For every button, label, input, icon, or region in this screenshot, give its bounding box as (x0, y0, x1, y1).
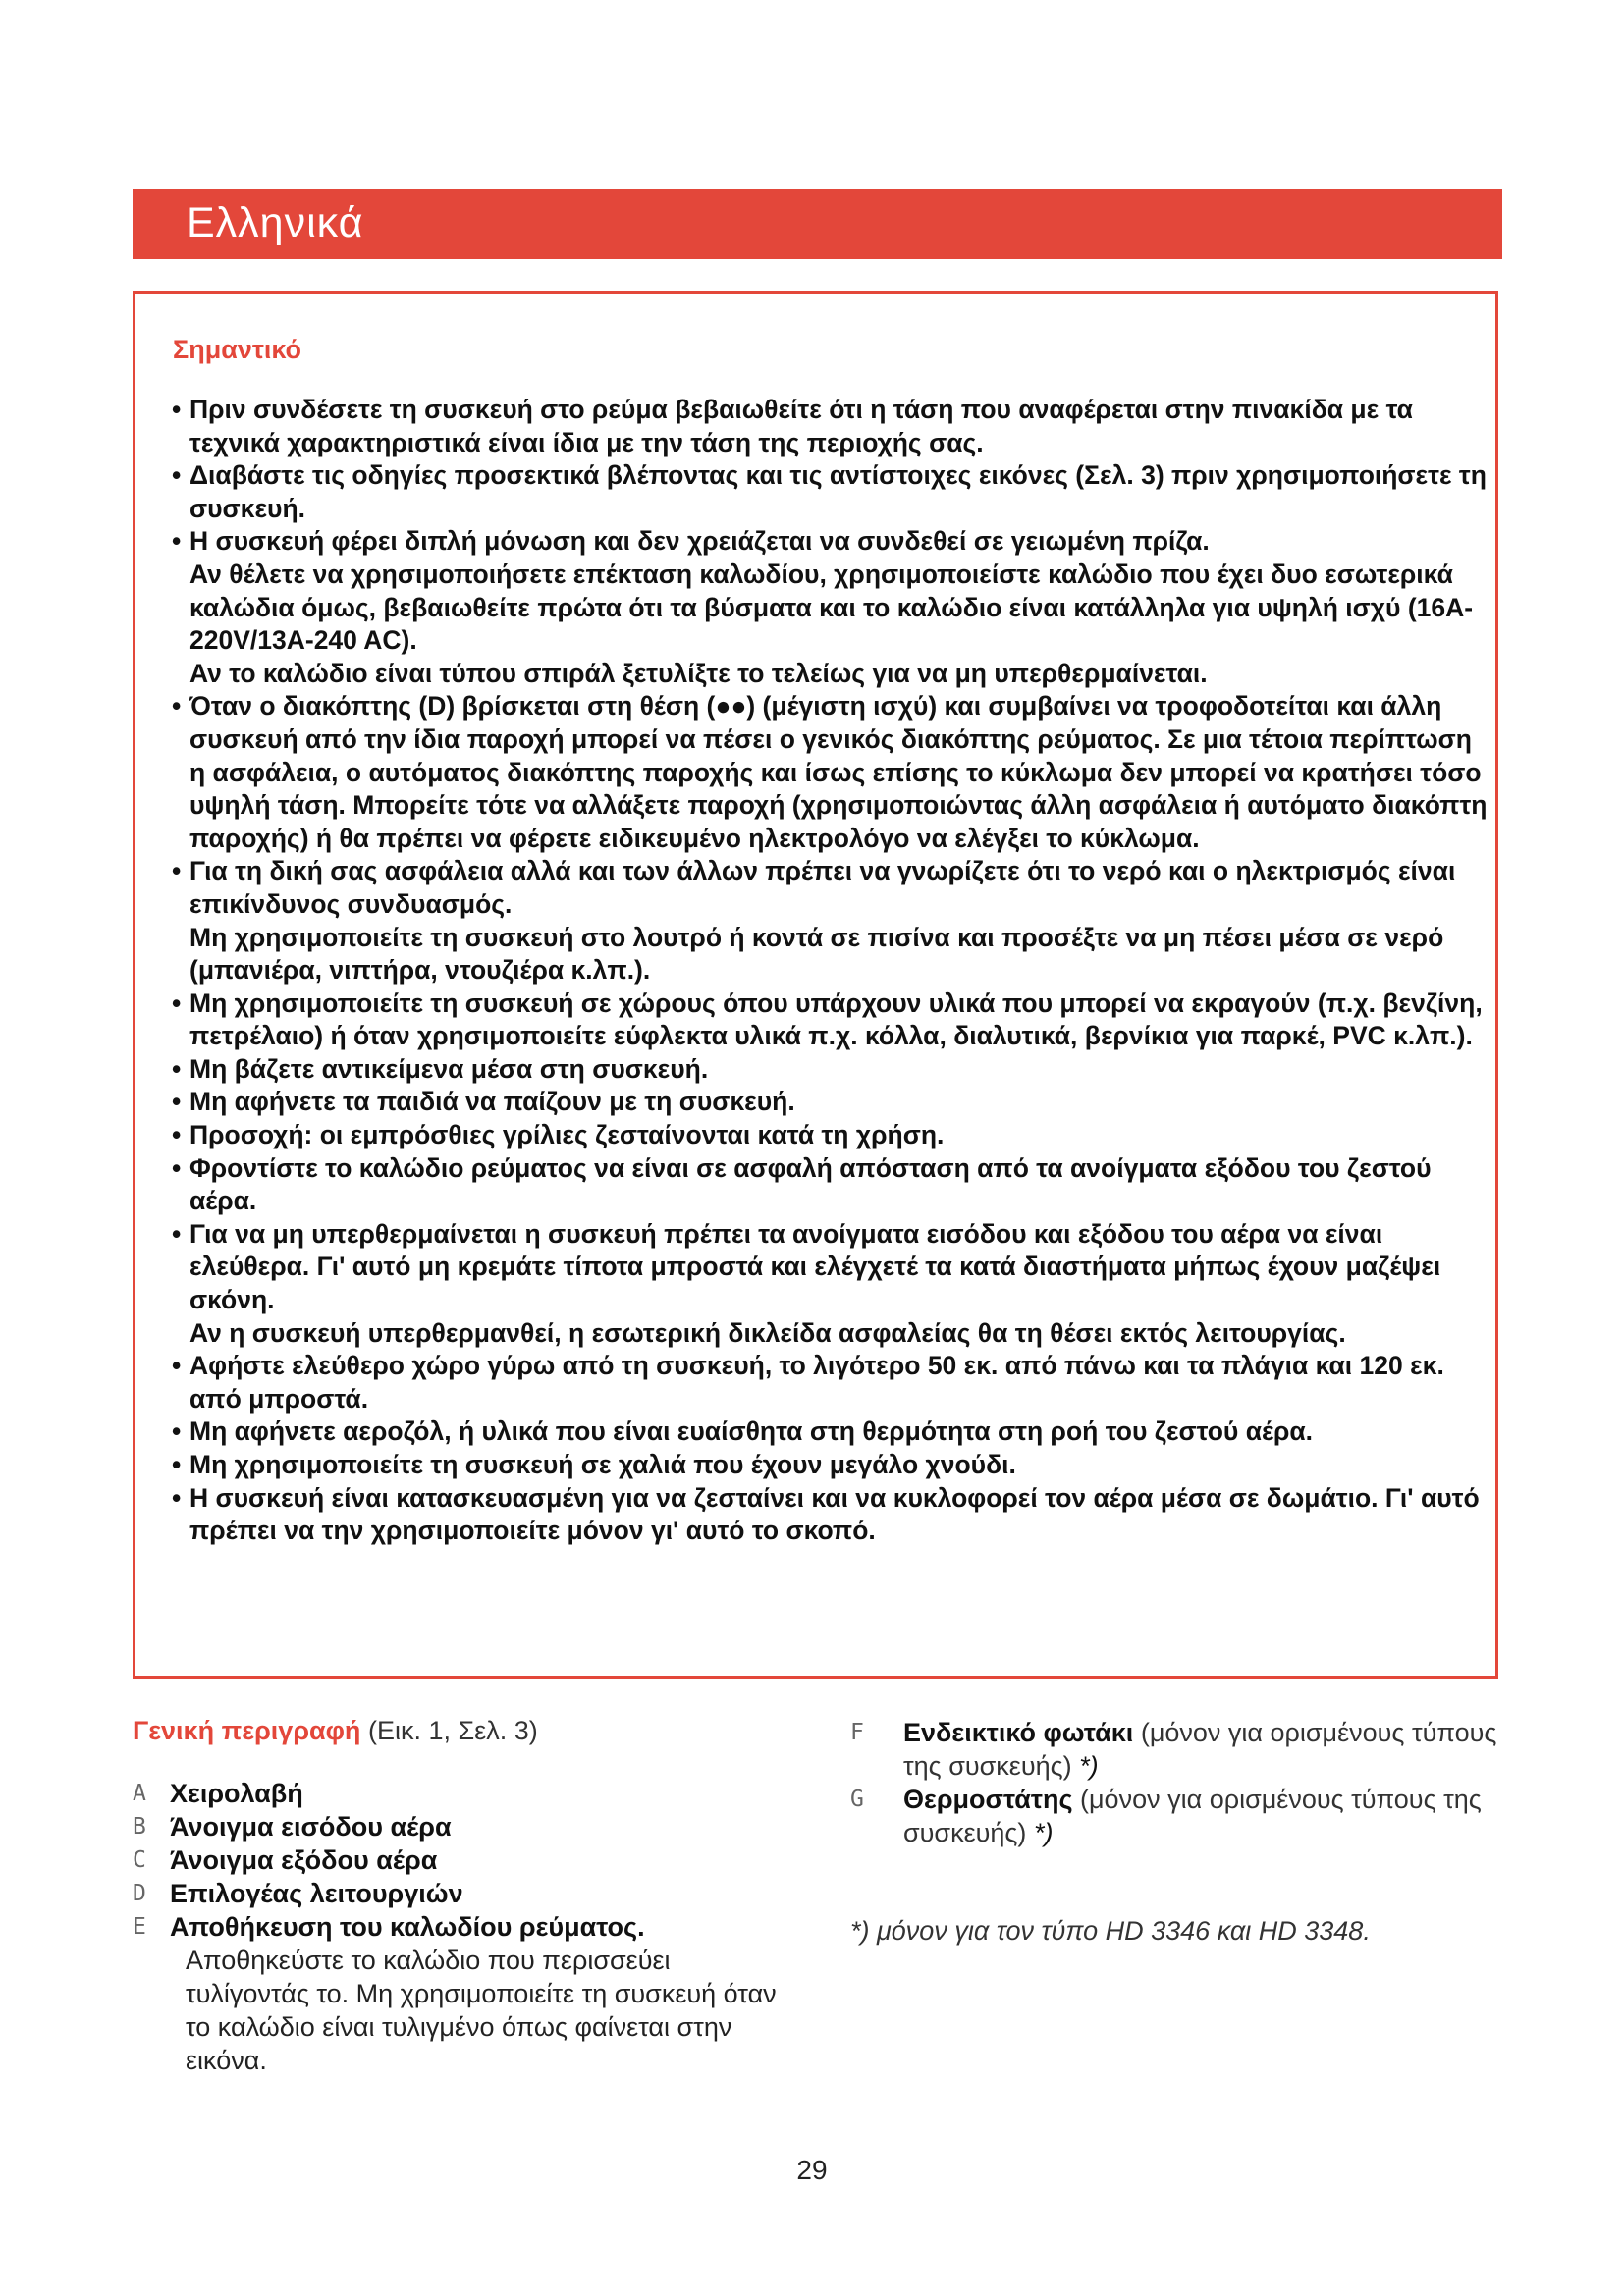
bullet-paragraph: Η συσκευή φέρει διπλή μόνωση και δεν χρειάζεται να συνδεθεί σε γειωμένη πρίζα. (189, 526, 1210, 557)
important-bullet (172, 525, 1488, 690)
part-letter: C (133, 1847, 146, 1873)
language-header-bar (133, 189, 1502, 259)
bullet-dot-icon: • (172, 1120, 182, 1150)
bullet-paragraph: Φροντίστε το καλώδιο ρεύματος να είναι σε ασφαλή απόσταση από τα ανοίγματα εξόδου του ζεστού αέρα. (189, 1152, 1432, 1216)
important-bullet (172, 690, 1488, 855)
important-bullet-list (172, 394, 1488, 1548)
part-item-d (133, 1877, 800, 1910)
important-bullet (172, 1350, 1488, 1415)
general-description-ref: (Εικ. 1, Σελ. 3) (367, 1716, 538, 1745)
bullet-dot-icon: • (172, 1218, 182, 1249)
part-item-g (850, 1783, 1518, 1849)
general-description-title: Γενική περιγραφή (133, 1716, 361, 1745)
bullet-paragraph: Μη χρησιμοποιείτε τη συσκευή σε χαλιά που έχουν μεγάλο χνούδι. (189, 1450, 1016, 1479)
bullet-dot-icon: • (172, 1416, 182, 1447)
important-heading: Σημαντικό (173, 335, 302, 364)
part-label: Ενδεικτικό φωτάκι (903, 1718, 1134, 1747)
important-bullet (172, 855, 1488, 987)
bullet-dot-icon: • (172, 1152, 182, 1183)
parts-list-right (850, 1716, 1518, 1849)
important-bullet (172, 1449, 1488, 1482)
model-footnote: *) μόνον για τον τύπο HD 3346 και HD 3348. (850, 1916, 1371, 1946)
important-bullet (172, 1053, 1488, 1087)
bullet-dot-icon: • (172, 1087, 182, 1117)
part-letter: E (133, 1914, 146, 1940)
bullet-dot-icon: • (172, 1053, 182, 1084)
bullet-paragraph: Προσοχή: οι εμπρόσθιες γρίλιες ζεσταίνονται κατά τη χρήση. (189, 1120, 945, 1150)
part-letter: B (133, 1814, 146, 1840)
important-bullet (172, 1152, 1488, 1218)
bullet-paragraph: Αν η συσκευή υπερθερμανθεί, η εσωτερική δικλείδα ασφαλείας θα τη θέσει εκτός λειτουργίας. (189, 1317, 1346, 1348)
bullet-paragraph: Μη βάζετε αντικείμενα μέσα στη συσκευή. (189, 1053, 709, 1084)
bullet-dot-icon: • (172, 856, 182, 886)
bullet-paragraph: Μη αφήνετε τα παιδιά να παίζουν με τη συσκευή. (189, 1087, 795, 1117)
bullet-dot-icon: • (172, 691, 182, 721)
bullet-dot-icon: • (172, 395, 182, 424)
bullet-paragraph: Αν θέλετε να χρησιμοποιήσετε επέκταση καλωδίου, χρησιμοποιείστε καλώδιο που έχει δυο εσωτερικά καλώδια όμως, βεβαιωθείτε πρώτα ότι τα βύσματα και το καλώδιο είναι κατάλληλα για υψηλή ισχύ (16A-220V/13A-240 AC). (189, 559, 1474, 656)
language-title: Ελληνικά (187, 199, 364, 246)
bullet-dot-icon: • (172, 526, 182, 557)
important-bullet (172, 459, 1488, 525)
bullet-dot-icon: • (172, 1450, 182, 1479)
bullet-paragraph: Μη αφήνετε αεροζόλ, ή υλικά που είναι ευαίσθητα στη θερμότητα στη ροή του ζεστού αέρα. (189, 1416, 1314, 1447)
bullet-paragraph: Μη χρησιμοποιείτε τη συσκευή σε χώρους όπου υπάρχουν υλικά που μπορεί να εκραγούν (π.χ. βενζίνη, πετρέλαιο) ή όταν χρησιμοποιείτε εύφλεκτα υλικά π.χ. κόλλα, διαλυτικά, βερνίκια για παρκέ, PVC κ.λπ.). (189, 988, 1483, 1051)
bullet-paragraph: Η συσκευή είναι κατασκευασμένη για να ζεσταίνει και να κυκλοφορεί τον αέρα μέσα σε δωμάτιο. Γι' αυτό πρέπει να την χρησιμοποιείτε μόνον γι' αυτό το σκοπό. (189, 1482, 1480, 1546)
part-label: Αποθήκευση του καλωδίου ρεύματος. (170, 1912, 645, 1942)
part-item-f (850, 1716, 1518, 1783)
important-bullet (172, 988, 1488, 1053)
important-bullet (172, 394, 1488, 459)
part-label: Επιλογέας λειτουργιών (170, 1879, 463, 1908)
page-number: 29 (796, 2155, 828, 2185)
bullet-dot-icon: • (172, 1351, 182, 1381)
part-item-e (133, 1910, 800, 2077)
bullet-paragraph: Για τη δική σας ασφάλεια αλλά και των άλλων πρέπει να γνωρίζετε ότι το νερό και ο ηλεκτρισμός είναι επικίνδυνος συνδυασμός. (189, 856, 1456, 919)
bullet-paragraph: Πριν συνδέσετε τη συσκευή στο ρεύμα βεβαιωθείτε ότι η τάση που αναφέρεται στην πινακίδα με τα τεχνικά χαρακτηριστικά είναι ίδια με την τάση της περιοχής σας. (189, 395, 1413, 457)
important-bullet (172, 1482, 1488, 1548)
bullet-dot-icon: • (172, 460, 182, 491)
part-qualifier: (μόνον για ορισμένους τύπους της συσκευής) (903, 1718, 1497, 1781)
part-item-a (133, 1777, 800, 1810)
important-bullet (172, 1086, 1488, 1119)
parts-list-left (133, 1777, 800, 2077)
part-label: Θερμοστάτης (903, 1785, 1073, 1814)
general-description-heading (133, 1716, 538, 1746)
important-notice-box (133, 291, 1498, 1679)
part-footnote-mark: *) (1079, 1751, 1099, 1781)
part-description: Αποθηκεύστε το καλώδιο που περισσεύει τυλίγοντάς το. Μη χρησιμοποιείτε τη συσκευή όταν το καλώδιο είναι τυλιγμένο όπως φαίνεται στην εικόνα. (186, 1946, 777, 2075)
part-label: Άνοιγμα εισόδου αέρα (170, 1812, 452, 1842)
bullet-paragraph: Μη χρησιμοποιείτε τη συσκευή στο λουτρό ή κοντά σε πισίνα και προσέξτε να μη πέσει μέσα σε νερό (μπανιέρα, νιπτήρα, ντουζιέρα κ.λπ.). (189, 922, 1444, 986)
part-letter: G (850, 1787, 864, 1812)
part-letter: A (133, 1781, 146, 1806)
bullet-dot-icon: • (172, 1482, 182, 1513)
important-bullet (172, 1415, 1488, 1449)
bullet-dot-icon: • (172, 988, 182, 1018)
bullet-paragraph: Όταν ο διακόπτης (D) βρίσκεται στη θέση (●●) (μέγιστη ισχύ) και συμβαίνει να τροφοδοτείται και άλλη συσκευή από την ίδια παροχή μπορεί να πέσει ο γενικός διακόπτης ρεύματος. Σε μια τέτοια περίπτωση η ασφάλεια, ο αυτόματος διακόπτης παροχής και ίσως επίσης το κύκλωμα δεν μπορεί να κρατήσει τόσο υψηλή τάση. Μπορείτε τότε να αλλάξετε παροχή (χρησιμοποιώντας άλλη ασφάλεια ή αυτόματο διακόπτη παροχής) ή θα πρέπει να φέρετε ειδικευμένο ηλεκτρολόγο να ελέγξει το κύκλωμα. (189, 691, 1488, 853)
important-bullet (172, 1119, 1488, 1152)
part-qualifier: (μόνον για ορισμένους τύπους της συσκευής) (903, 1785, 1482, 1847)
part-label: Χειρολαβή (170, 1779, 303, 1808)
bullet-paragraph: Αν το καλώδιο είναι τύπου σπιράλ ξετυλίξτε το τελείως για να μη υπερθερμαίνεται. (189, 658, 1208, 688)
important-bullet (172, 1218, 1488, 1350)
part-letter: D (133, 1881, 146, 1906)
bullet-paragraph: Για να μη υπερθερμαίνεται η συσκευή πρέπει τα ανοίγματα εισόδου και εξόδου του αέρα να είναι ελεύθερα. Γι' αυτό μη κρεμάτε τίποτα μπροστά και ελέγχετέ τα κατά διαστήματα μήπως έχουν μαζέψει σκόνη. (189, 1218, 1441, 1315)
part-item-b (133, 1810, 800, 1843)
bullet-paragraph: Διαβάστε τις οδηγίες προσεκτικά βλέποντας και τις αντίστοιχες εικόνες (Σελ. 3) πριν χρησιμοποιήσετε τη συσκευή. (189, 460, 1487, 523)
bullet-paragraph: Αφήστε ελεύθερο χώρο γύρω από τη συσκευή, το λιγότερο 50 εκ. από πάνω και τα πλάγια και 120 εκ. από μπροστά. (189, 1351, 1444, 1414)
part-item-c (133, 1843, 800, 1877)
part-footnote-mark: *) (1033, 1818, 1054, 1847)
part-label: Άνοιγμα εξόδου αέρα (170, 1845, 438, 1875)
part-letter: F (850, 1720, 864, 1745)
